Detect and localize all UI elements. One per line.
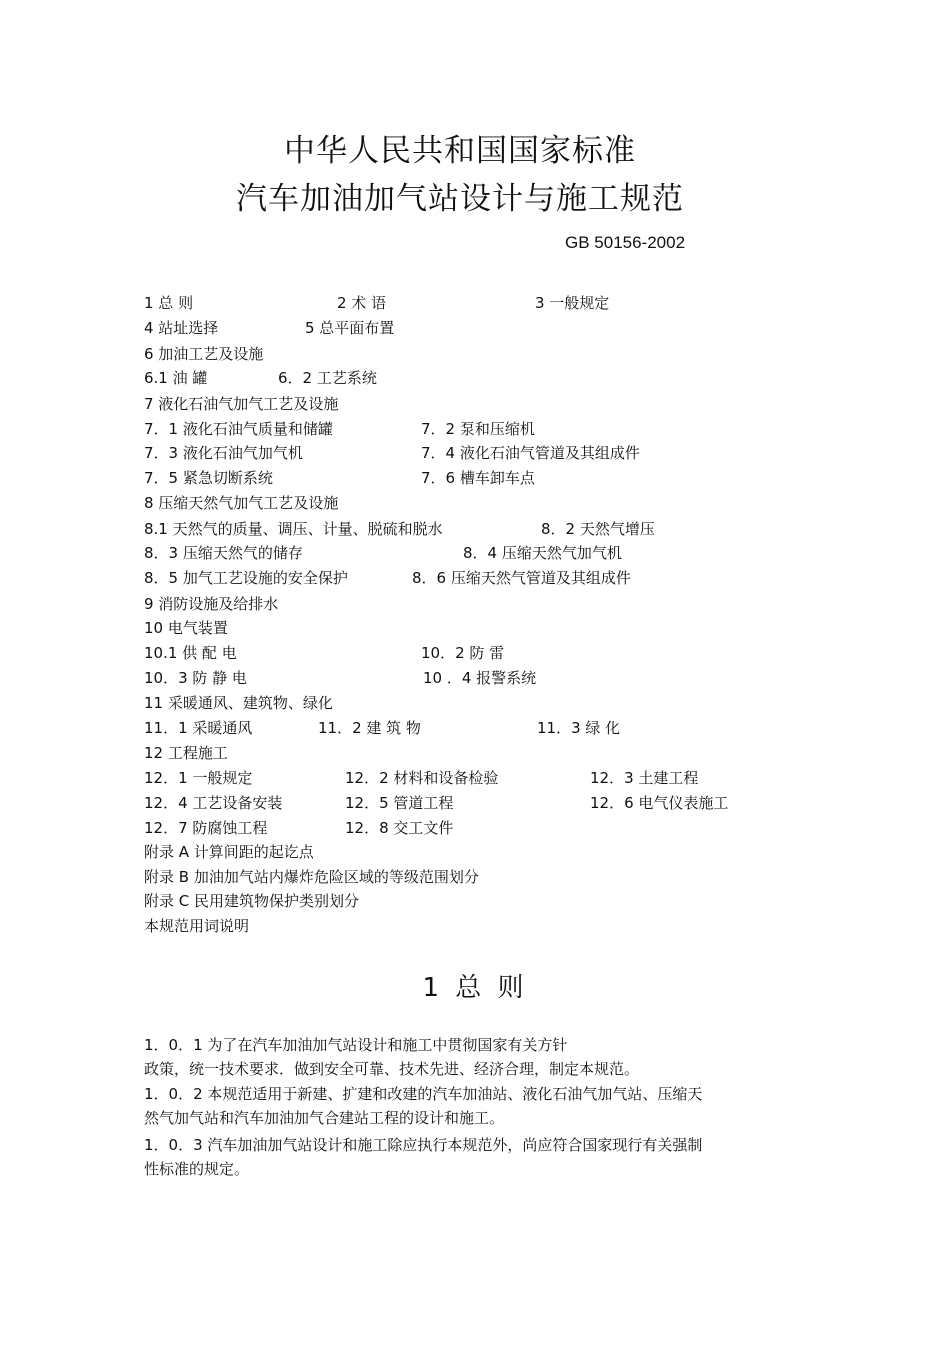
paragraph-line: 性标准的规定。	[144, 1160, 250, 1178]
toc-row	[0, 343, 950, 365]
toc-entry[interactable]: 6．2 工艺系统	[278, 369, 377, 387]
toc-entry[interactable]: 11 采暖通风、建筑物、绿化	[144, 694, 333, 712]
toc-entry[interactable]: 附录 C 民用建筑物保护类别划分	[144, 892, 360, 910]
toc-entry[interactable]: 4 站址选择	[144, 319, 219, 337]
toc-row	[0, 467, 950, 489]
toc-entry[interactable]: 附录 A 计算间距的起讫点	[144, 843, 314, 861]
clause-paragraph	[144, 1033, 754, 1081]
paragraph-line: 然气加气站和汽车加油加气合建站工程的设计和施工。	[144, 1109, 505, 1127]
toc-row	[0, 617, 950, 639]
toc-entry[interactable]: 7．1 液化石油气质量和储罐	[144, 420, 333, 438]
toc-row	[0, 866, 950, 888]
toc-entry[interactable]: 12．5 管道工程	[345, 794, 454, 812]
toc-entry[interactable]: 10 ．4 报警系统	[423, 669, 537, 687]
toc-entry[interactable]: 11．2 建 筑 物	[318, 719, 421, 737]
toc-row	[0, 518, 950, 540]
toc-row	[0, 567, 950, 589]
toc-entry[interactable]: 7．4 液化石油气管道及其组成件	[421, 444, 640, 462]
toc-entry[interactable]: 7．3 液化石油气加气机	[144, 444, 303, 462]
toc-entry[interactable]: 8．6 压缩天然气管道及其组成件	[412, 569, 631, 587]
toc-entry[interactable]: 12．4 工艺设备安装	[144, 794, 283, 812]
toc-row	[0, 817, 950, 839]
toc-entry[interactable]: 10．3 防 静 电	[144, 669, 247, 687]
toc-entry[interactable]: 本规范用词说明	[144, 917, 250, 935]
toc-entry[interactable]: 12．1 一般规定	[144, 769, 253, 787]
toc-row	[0, 393, 950, 415]
toc-entry[interactable]: 10．2 防 雷	[421, 644, 505, 662]
toc-entry[interactable]: 3 一般规定	[535, 294, 610, 312]
toc-row	[0, 367, 950, 389]
toc-entry[interactable]: 12．8 交工文件	[345, 819, 454, 837]
toc-row	[0, 418, 950, 440]
toc-entry[interactable]: 8．4 压缩天然气加气机	[463, 544, 622, 562]
toc-entry[interactable]: 10 电气装置	[144, 619, 228, 637]
toc-row	[0, 442, 950, 464]
toc-entry[interactable]: 2 术 语	[337, 294, 387, 312]
toc-entry[interactable]: 12．7 防腐蚀工程	[144, 819, 268, 837]
toc-row	[0, 915, 950, 937]
paragraph-line: 1．0．3 汽车加油加气站设计和施工除应执行本规范外，尚应符合国家现行有关强制	[144, 1136, 703, 1154]
toc-entry[interactable]: 7．6 槽车卸车点	[421, 469, 535, 487]
toc-entry[interactable]: 8 压缩天然气加气工艺及设施	[144, 494, 339, 512]
toc-entry[interactable]: 11．3 绿 化	[537, 719, 621, 737]
toc-entry[interactable]: 1 总 则	[144, 294, 194, 312]
section-heading: 1 总 则	[422, 973, 528, 1003]
paragraph-line: 政策，统一技术要求．做到安全可靠、技术先进、经济合理，制定本规范。	[144, 1060, 640, 1078]
paragraph-line: 1．0．1 为了在汽车加油加气站设计和施工中贯彻国家有关方针	[144, 1036, 568, 1054]
toc-entry[interactable]: 12．3 土建工程	[590, 769, 699, 787]
clause-paragraph	[144, 1082, 754, 1130]
toc-entry[interactable]: 6 加油工艺及设施	[144, 345, 264, 363]
toc-row	[0, 841, 950, 863]
toc-entry[interactable]: 6.1 油 罐	[144, 369, 208, 387]
toc-entry[interactable]: 7 液化石油气加气工艺及设施	[144, 395, 339, 413]
toc-row	[0, 667, 950, 689]
paragraph-line: 1．0．2 本规范适用于新建、扩建和改建的汽车加油站、液化石油气加气站、压缩天	[144, 1085, 703, 1103]
toc-row	[0, 492, 950, 514]
toc-row	[0, 792, 950, 814]
clause-paragraph	[144, 1133, 754, 1181]
toc-entry[interactable]: 8．5 加气工艺设施的安全保护	[144, 569, 348, 587]
title-line-2: 汽车加油加气站设计与施工规范	[236, 181, 684, 217]
toc-entry[interactable]: 8.1 天然气的质量、调压、计量、脱硫和脱水	[144, 520, 443, 538]
toc-row	[0, 767, 950, 789]
toc-entry[interactable]: 12．6 电气仪表施工	[590, 794, 729, 812]
toc-row	[0, 593, 950, 615]
toc-entry[interactable]: 附录 B 加油加气站内爆炸危险区域的等级范围划分	[144, 868, 479, 886]
toc-entry[interactable]: 5 总平面布置	[305, 319, 395, 337]
toc-entry[interactable]: 7．2 泵和压缩机	[421, 420, 535, 438]
title-line-1: 中华人民共和国国家标准	[284, 133, 636, 169]
toc-entry[interactable]: 12．2 材料和设备检验	[345, 769, 499, 787]
toc-row	[0, 717, 950, 739]
toc-entry[interactable]: 8．3 压缩天然气的储存	[144, 544, 303, 562]
toc-row	[0, 542, 950, 564]
toc-row	[0, 292, 950, 314]
toc-entry[interactable]: 12 工程施工	[144, 744, 228, 762]
standard-number: GB 50156-2002	[565, 233, 686, 252]
toc-entry[interactable]: 9 消防设施及给排水	[144, 595, 279, 613]
toc-entry[interactable]: 10.1 供 配 电	[144, 644, 237, 662]
toc-row	[0, 742, 950, 764]
toc-row	[0, 692, 950, 714]
toc-row	[0, 317, 950, 339]
toc-row	[0, 890, 950, 912]
toc-entry[interactable]: 11．1 采暖通风	[144, 719, 253, 737]
toc-entry[interactable]: 8．2 天然气增压	[541, 520, 655, 538]
toc-row	[0, 642, 950, 664]
toc-entry[interactable]: 7．5 紧急切断系统	[144, 469, 273, 487]
